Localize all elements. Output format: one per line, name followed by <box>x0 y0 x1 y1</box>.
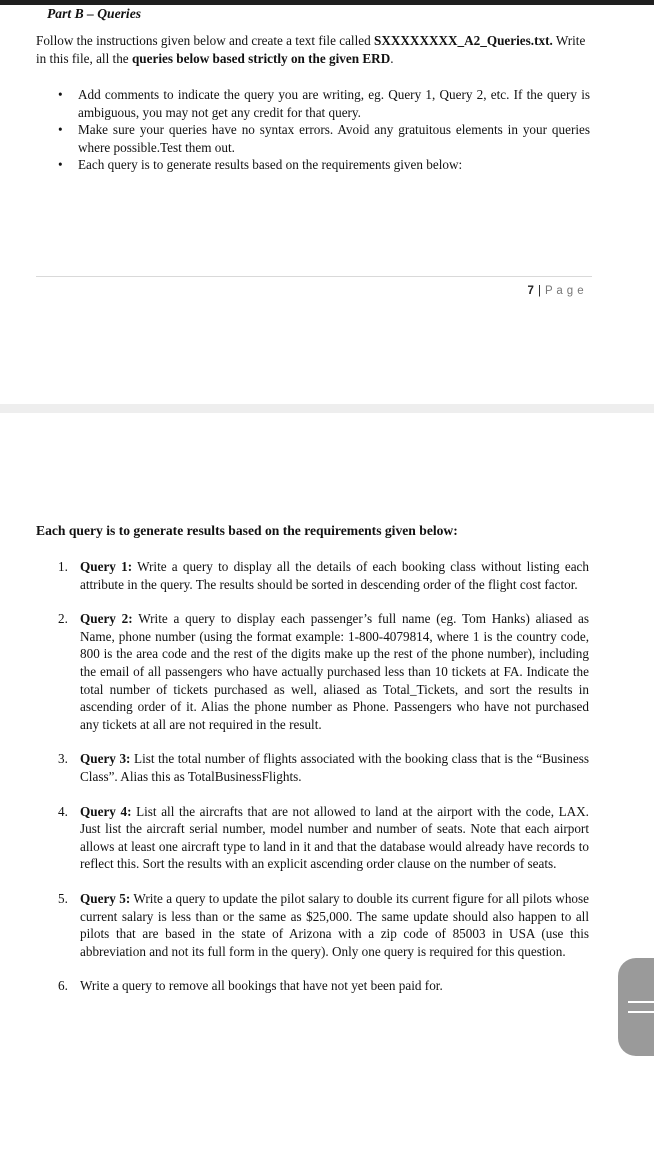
bullet-icon: • <box>58 122 63 138</box>
query-text: Write a query to remove all bookings that have not yet been paid for. <box>80 978 443 994</box>
query-number: 3. <box>58 751 68 767</box>
query-item <box>58 750 589 785</box>
query-item <box>58 803 589 873</box>
footer-divider <box>36 276 592 277</box>
query-number: 6. <box>58 978 68 994</box>
query-number: 1. <box>58 559 68 574</box>
handle-grip-icon <box>628 1011 654 1013</box>
query-text: List the total number of flights associated with the booking class that is the “Business Class”. Alias this as TotalBusinessFlights. <box>80 751 589 784</box>
page-number: 7 | P a g e <box>527 285 584 297</box>
query-item <box>58 610 589 733</box>
query-text: Write a query to update the pilot salary to double its current figure for all pilots whose current salary is less than or the same as $25,000. The same update should also happen to all pilots that are based in the state of Arizona with a zip code of 85003 in USA (use this abbreviation and not its full form in the query). Only one query is required for this question. <box>80 890 589 959</box>
queries-heading: Each query is to generate results based on the requirements given below: <box>36 523 458 538</box>
query-text: Write a query to display each passenger’s full name (eg. Tom Hanks) aliased as Name, phone number (using the format example: 1-800-4079814, where 1 is the country code, 800 is the area code and the rest of the digits make up the rest of the phone number), including the email of all passengers who have actually purchased less than 10 tickets at FA. Indicate the total number of tickets purchased as well, aliased as Total_Tickets, and sort the results in ascending order of it. Alias the phone number as Phone. Passengers who have not purchased any tickets at all are not required in the result. <box>80 611 589 732</box>
document-page-8 <box>0 413 654 1172</box>
instruction-list <box>58 86 590 174</box>
query-label: Query 4: <box>80 803 132 819</box>
intro-end: . <box>390 50 394 66</box>
query-item <box>58 977 589 995</box>
intro-prefix: Follow the instructions given below and create a text file called <box>36 33 375 48</box>
query-label: Query 3: <box>80 751 131 767</box>
intro-filename: SXXXXXXXX_A2_Queries.txt. <box>374 33 553 48</box>
query-label: Query 2: <box>80 611 133 627</box>
query-item <box>58 890 589 960</box>
instruction-item: • Each query is to generate results based on the requirements given below: <box>58 157 463 173</box>
query-number: 4. <box>58 803 68 819</box>
query-label: Query 1: <box>80 559 133 574</box>
query-number: 2. <box>58 611 68 627</box>
handle-grip-icon <box>628 1001 654 1003</box>
query-text: Write a query to display all the details of each booking class without listing each attribute in the query. The results should be sorted in descending order of the flight cost factor. <box>80 559 590 592</box>
instruction-item: • Add comments to indicate the query you are writing, eg. Query 1, Query 2, etc. If the query is ambiguous, you may not get any credit for that query. <box>58 87 590 120</box>
intro-middle: Write in this file, all the <box>36 33 586 66</box>
section-title: Part B – Queries <box>47 6 142 21</box>
document-page-7 <box>0 5 654 405</box>
page-gap <box>0 404 654 413</box>
bullet-icon: • <box>58 157 63 173</box>
query-item <box>58 558 589 593</box>
query-label: Query 5: <box>80 890 131 906</box>
query-number: 5. <box>58 890 68 906</box>
query-list <box>58 558 589 995</box>
scroll-handle[interactable] <box>618 958 654 1056</box>
intro-emphasis: queries below based strictly on the given ERD <box>131 50 391 66</box>
instruction-item: • Make sure your queries have no syntax errors. Avoid any gratuitous elements in your queries where possible.Test them out. <box>58 122 590 155</box>
intro-paragraph <box>36 32 592 67</box>
query-text: List all the aircrafts that are not allowed to land at the airport with the code, LAX. Just list the aircraft serial number, model number and number of seats. Note that each airport allows at least one aircraft type to land in it and that the database would already have records to reflect this. Sort the results with an explicit ascending order clause on the number of seats. <box>80 803 589 872</box>
bullet-icon: • <box>58 87 63 102</box>
